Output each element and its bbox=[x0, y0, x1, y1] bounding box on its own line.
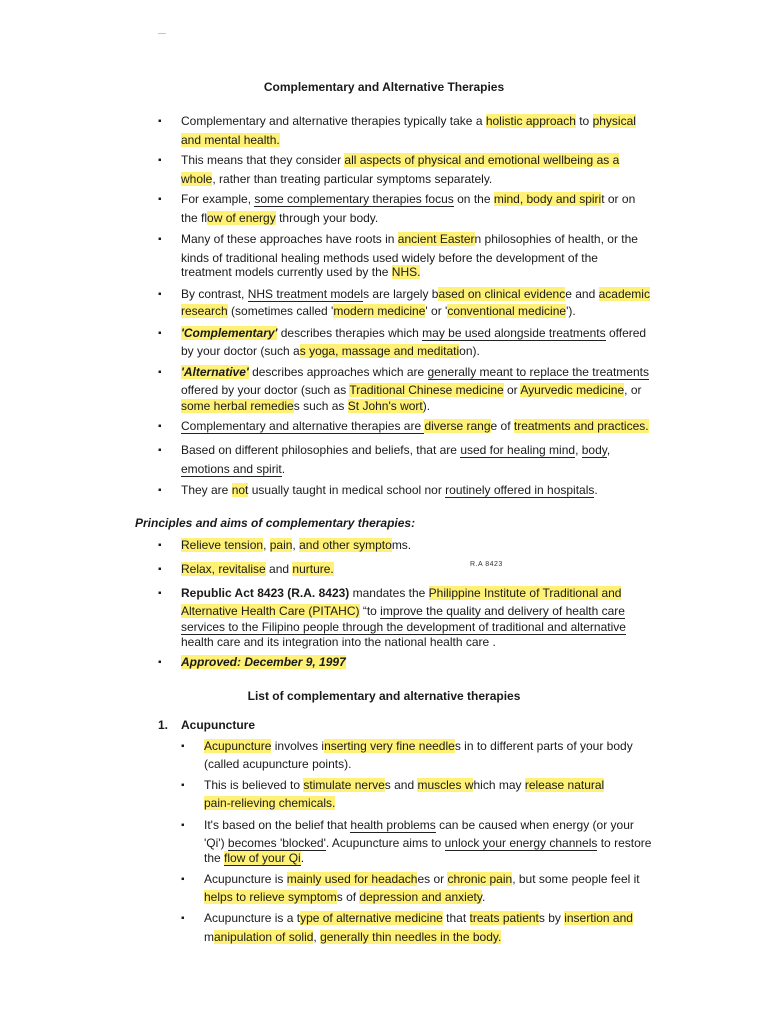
list-item: Complementary and alternative therapies typically take a holistic approach to physical bbox=[181, 114, 636, 128]
list-item: Acupuncture is a type of alternative medicine that treats patients by insertion and bbox=[204, 911, 633, 925]
bullet-icon: ▪ bbox=[158, 445, 162, 456]
bullet-icon: ▪ bbox=[158, 540, 162, 551]
list-item: Complementary and alternative therapies are diverse range of treatments and practices. bbox=[181, 419, 649, 433]
list-item: Based on different philosophies and beliefs, that are used for healing mind, body, bbox=[181, 443, 611, 457]
list-item-line: kinds of traditional healing methods used widely before the development of the bbox=[181, 251, 598, 265]
bullet-icon: ▪ bbox=[181, 913, 185, 924]
list-item-line: services to the Filipino people through the development of traditional and alternative bbox=[181, 620, 626, 634]
list-item: This means that they consider all aspects of physical and emotional wellbeing as a bbox=[181, 153, 620, 167]
list-item: Many of these approaches have roots in ancient Eastern philosophies of health, or the bbox=[181, 232, 638, 246]
list-item-line: research (sometimes called 'modern medicine' or 'conventional medicine'). bbox=[181, 304, 576, 318]
list-item: Approved: December 9, 1997 bbox=[181, 655, 346, 669]
list-item: Relax, revitalise and nurture. bbox=[181, 562, 334, 576]
bullet-icon: ▪ bbox=[158, 155, 162, 166]
handwritten-note: R.A 8423 bbox=[470, 561, 503, 568]
bullet-icon: ▪ bbox=[181, 820, 185, 831]
bullet-icon: ▪ bbox=[158, 421, 162, 432]
list-item: Relieve tension, pain, and other symptoms. bbox=[181, 538, 412, 552]
list-item-line: the flow of energy through your body. bbox=[181, 211, 379, 225]
bullet-icon: ▪ bbox=[158, 116, 162, 127]
document-title: Complementary and Alternative Therapies bbox=[263, 80, 505, 94]
bullet-icon: ▪ bbox=[158, 657, 162, 668]
list-item-line: manipulation of solid, generally thin needles in the body. bbox=[204, 930, 502, 944]
bullet-icon: ▪ bbox=[181, 780, 185, 791]
bullet-icon: ▪ bbox=[158, 234, 162, 245]
bullet-icon: ▪ bbox=[181, 874, 185, 885]
bullet-icon: ▪ bbox=[158, 367, 162, 378]
list-item: They are not usually taught in medical school nor routinely offered in hospitals. bbox=[181, 483, 598, 497]
bullet-icon: ▪ bbox=[158, 564, 162, 575]
highlight-mark bbox=[158, 33, 166, 34]
list-item-line: pain-relieving chemicals. bbox=[204, 796, 336, 810]
subsection-heading: Acupuncture bbox=[181, 718, 256, 732]
bullet-icon: ▪ bbox=[158, 289, 162, 300]
list-item-line: 'Qi') becomes 'blocked'. Acupuncture aims to unlock your energy channels to restore bbox=[204, 836, 652, 850]
list-number: 1. bbox=[158, 718, 169, 732]
section-heading: Principles and aims of complementary therapies: bbox=[135, 516, 416, 530]
list-item: For example, some complementary therapies focus on the mind, body and spirit or on bbox=[181, 192, 636, 206]
bullet-icon: ▪ bbox=[158, 194, 162, 205]
bullet-icon: ▪ bbox=[181, 741, 185, 752]
bullet-icon: ▪ bbox=[158, 485, 162, 496]
list-item: 'Alternative' describes approaches which are generally meant to replace the treatments bbox=[181, 365, 649, 379]
list-item-line: (called acupuncture points). bbox=[204, 757, 352, 771]
list-item-line: the flow of your Qi. bbox=[204, 851, 305, 865]
bullet-icon: ▪ bbox=[158, 588, 162, 599]
list-item-line: emotions and spirit. bbox=[181, 462, 286, 476]
list-item: 'Complementary' describes therapies which may be used alongside treatments offered bbox=[181, 326, 647, 340]
list-item: It's based on the belief that health problems can be caused when energy (or your bbox=[204, 818, 634, 832]
list-item-line: helps to relieve symptoms of depression and anxiety. bbox=[204, 890, 486, 904]
list-item: Acupuncture involves inserting very fine needles in to different parts of your body bbox=[204, 739, 633, 753]
list-item-line: Alternative Health Care (PITAHC) “to improve the quality and delivery of health care bbox=[181, 604, 625, 618]
list-item-line: some herbal remedies such as St John's wort). bbox=[181, 399, 431, 413]
bullet-icon: ▪ bbox=[158, 328, 162, 339]
list-item: This is believed to stimulate nerves and muscles which may release natural bbox=[204, 778, 605, 792]
list-item-line: treatment models currently used by the NHS. bbox=[181, 265, 421, 279]
list-item-line: offered by your doctor (such as Traditional Chinese medicine or Ayurvedic medicine, or bbox=[181, 383, 642, 397]
list-item: By contrast, NHS treatment models are largely based on clinical evidence and academic bbox=[181, 287, 650, 301]
list-item: Republic Act 8423 (R.A. 8423) mandates the Philippine Institute of Traditional and bbox=[181, 586, 622, 600]
list-item-line: and mental health. bbox=[181, 133, 280, 147]
section-heading: List of complementary and alternative therapies bbox=[247, 689, 521, 703]
list-item-line: health care and its integration into the national health care . bbox=[181, 635, 496, 649]
list-item-line: by your doctor (such as yoga, massage and meditation). bbox=[181, 344, 480, 358]
list-item: Acupuncture is mainly used for headaches or chronic pain, but some people feel it bbox=[204, 872, 640, 886]
list-item-line: whole, rather than treating particular symptoms separately. bbox=[181, 172, 493, 186]
